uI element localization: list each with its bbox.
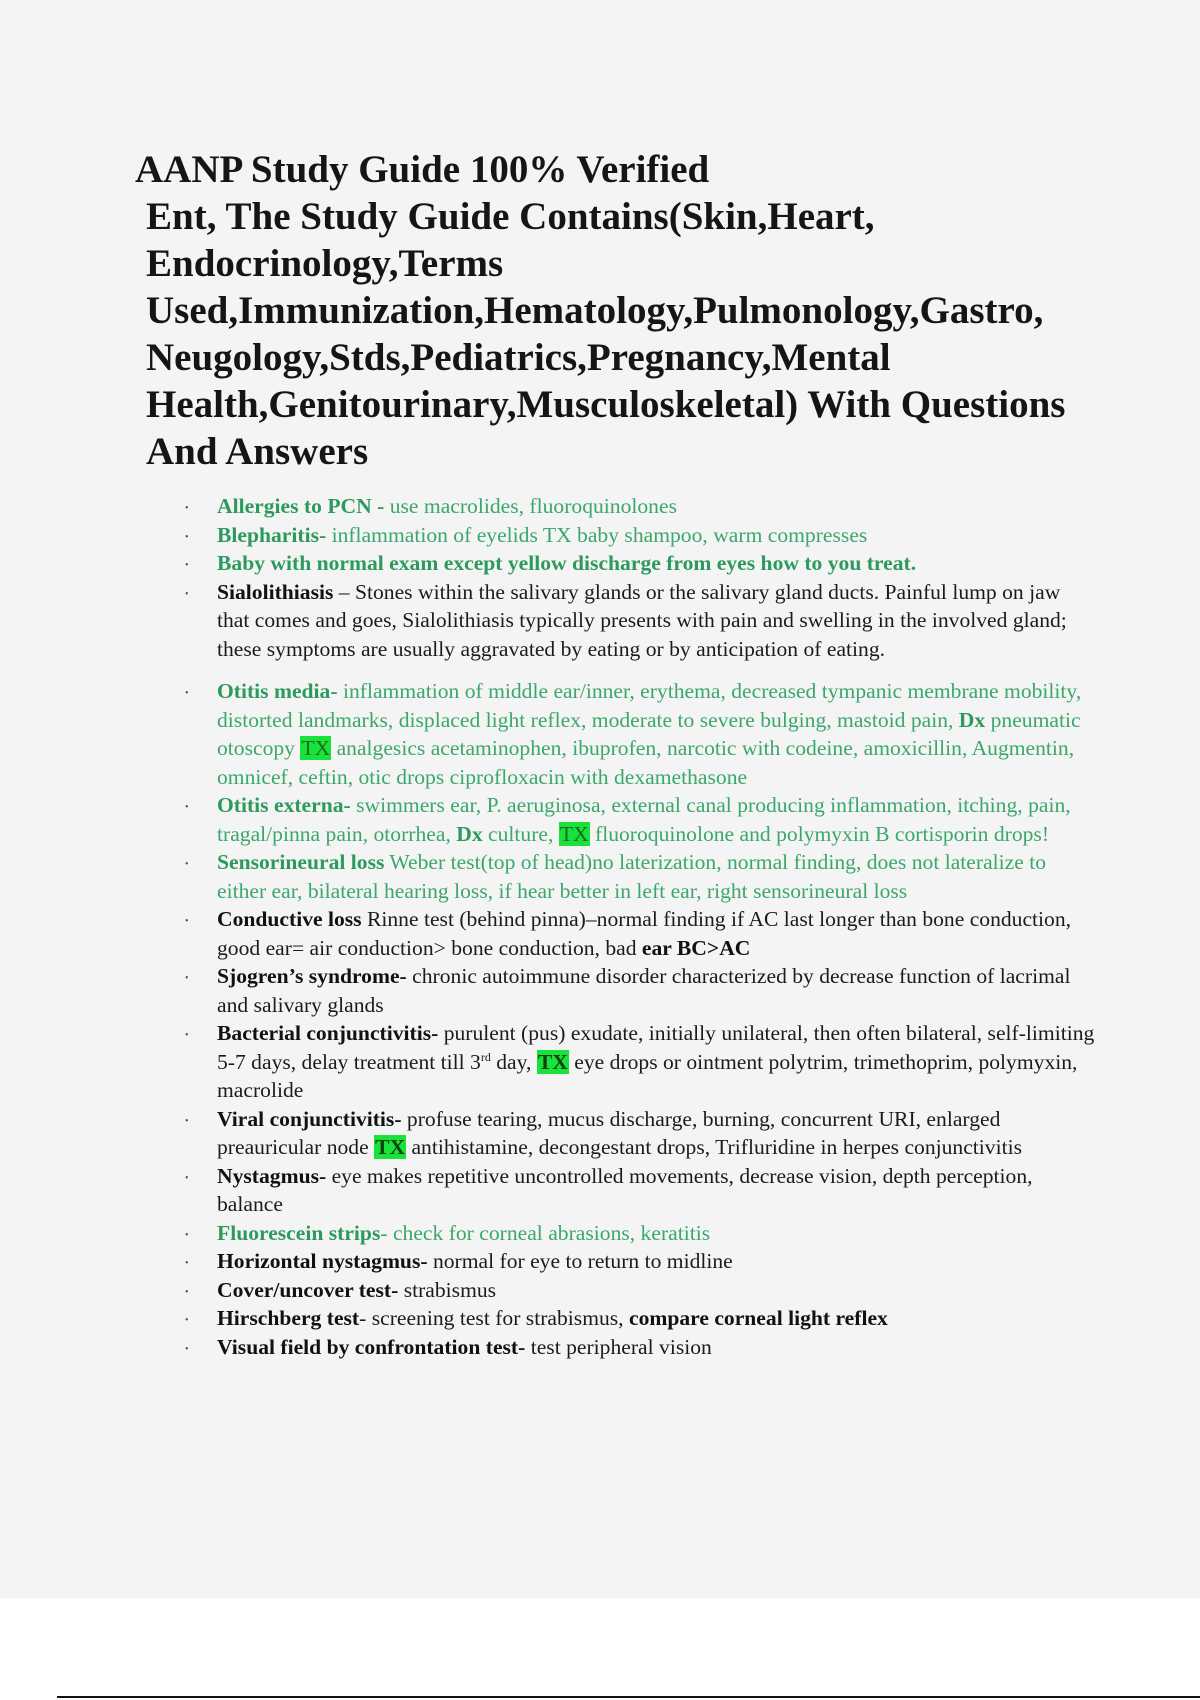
definition: - check for corneal abrasions, keratitis [380,1220,711,1245]
definition: purulent (pus) exudate, initially unilateral, then often bilateral, self-limiting 5-7 days, delay treatment till 3 [217,1021,1095,1074]
definition: use macrolides, fluoroquinolones [384,494,677,518]
term: Sialolithiasis [217,579,334,604]
list-item [217,578,1097,664]
list-item [217,848,1097,905]
definition: eye makes repetitive uncontrolled movements, decrease vision, depth perception, balance [217,1163,1033,1216]
definition: eye drops or ointment polytrim, trimethoprim, polymyxin, macrolide [217,1049,1078,1102]
list-item [217,521,1097,550]
definition: chronic autoimmune disorder characterized by decrease function of lacrimal and salivary glands [217,964,1071,1017]
list-item [217,1219,1097,1248]
tx-highlight: TX [301,736,331,760]
definition: inflammation of eyelids TX baby shampoo, warm compresses [326,522,868,547]
term: Horizontal nystagmus- [217,1249,428,1273]
list-item [217,1247,1097,1276]
study-list [217,492,1097,1361]
definition: swimmers ear, P. aeruginosa, external canal producing inflammation, itching, pain, tragal/pinna pain, otorrhea, [217,793,1071,846]
list-item [217,677,1097,791]
title-line-1: AANP Study Guide 100% Verified [135,148,710,191]
definition: – Stones within the salivary glands or the salivary gland ducts. Painful lump on jaw that comes and goes, Sialolithiasis typically presents with pain and swelling in the involved gland; these symptoms are usually aggravated by eating or by anticipation of eating. [217,579,1067,661]
title-rest: Ent, The Study Guide Contains(Skin,Heart, Endocrinology,Terms Used,Immunization,Hematology,Pulmonology,Gastro, Neugology,Stds,Pediatrics,Pregnancy,Mental Health,Genitourinary,Musculoskeletal) With Questions And Answers [146,195,1066,473]
definition: strabismus [398,1277,497,1302]
ordinal-suffix: rd [480,1049,491,1064]
term: Otitis media- [217,679,338,703]
document-title [135,146,1115,475]
definition: Weber test(top of head)no laterization, normal finding, does not lateralize to either ear, bilateral hearing loss, if hear better in left ear, right sensorineural loss [217,850,1047,903]
definition: day, [490,1049,537,1074]
list-item [217,1333,1097,1362]
term: Visual field by confrontation test- [217,1334,526,1359]
definition: inflammation of middle ear/inner, erythema, decreased tympanic membrane mobility, distorted landmarks, displaced light reflex, moderate to severe bulging, mastoid pain, [217,679,1082,732]
term: Allergies to PCN - [217,494,385,518]
term: Bacterial conjunctivitis- [217,1021,439,1045]
definition: test peripheral vision [525,1334,712,1359]
term: Sensorineural loss [217,850,385,874]
list-item [217,549,1097,578]
term: Hirschberg test [217,1306,360,1330]
list-item [217,1019,1097,1105]
list-item [217,1276,1097,1305]
list-item [217,1304,1097,1333]
list-item [217,962,1097,1019]
definition: pneumatic otoscopy [217,707,1081,760]
list-item [217,791,1097,848]
definition: Rinne test (behind pinna)–normal finding if AC last longer than bone conduction, good ear= air conduction> bone conduction, bad [217,907,1072,960]
tx-highlight: TX [559,821,589,846]
definition: fluoroquinolone and polymyxin B cortisporin drops! [589,821,1050,846]
term-emphasis: compare corneal light reflex [628,1306,888,1330]
term: Baby with normal exam except yellow discharge from eyes how to you treat. [217,551,917,575]
definition: culture, [482,821,559,846]
term: Blepharitis- [217,522,327,547]
definition: normal for eye to return to midline [427,1249,733,1273]
term: Sjogren’s syndrome- [217,964,407,988]
term-emphasis: ear BC>AC [641,935,751,960]
list-item [217,1105,1097,1162]
list-item [217,1162,1097,1219]
term: Conductive loss [217,907,362,931]
list-item [217,492,1097,521]
definition: analgesics acetaminophen, ibuprofen, narcotic with codeine, amoxicillin, Augmentin, omnicef, ceftin, otic drops ciprofloxacin with dexamethasone [217,736,1075,789]
term: Cover/uncover test- [217,1277,399,1302]
tx-highlight: TX [537,1049,568,1074]
term: Fluorescein strips [217,1220,381,1245]
definition: antihistamine, decongestant drops, Trifluridine in herpes conjunctivitis [406,1135,1023,1159]
footer-rule [57,1696,1200,1698]
list-item [217,905,1097,962]
term: Viral conjunctivitis- [217,1106,402,1131]
definition: - screening test for strabismus, [359,1306,629,1330]
tx-highlight: TX [375,1135,406,1159]
dx-label: Dx [958,707,986,732]
term: Nystagmus- [217,1163,327,1188]
definition: profuse tearing, mucus discharge, burning, concurrent URI, enlarged preauricular node [217,1106,1001,1159]
term: Otitis externa- [217,793,351,817]
dx-label: Dx [456,821,483,846]
